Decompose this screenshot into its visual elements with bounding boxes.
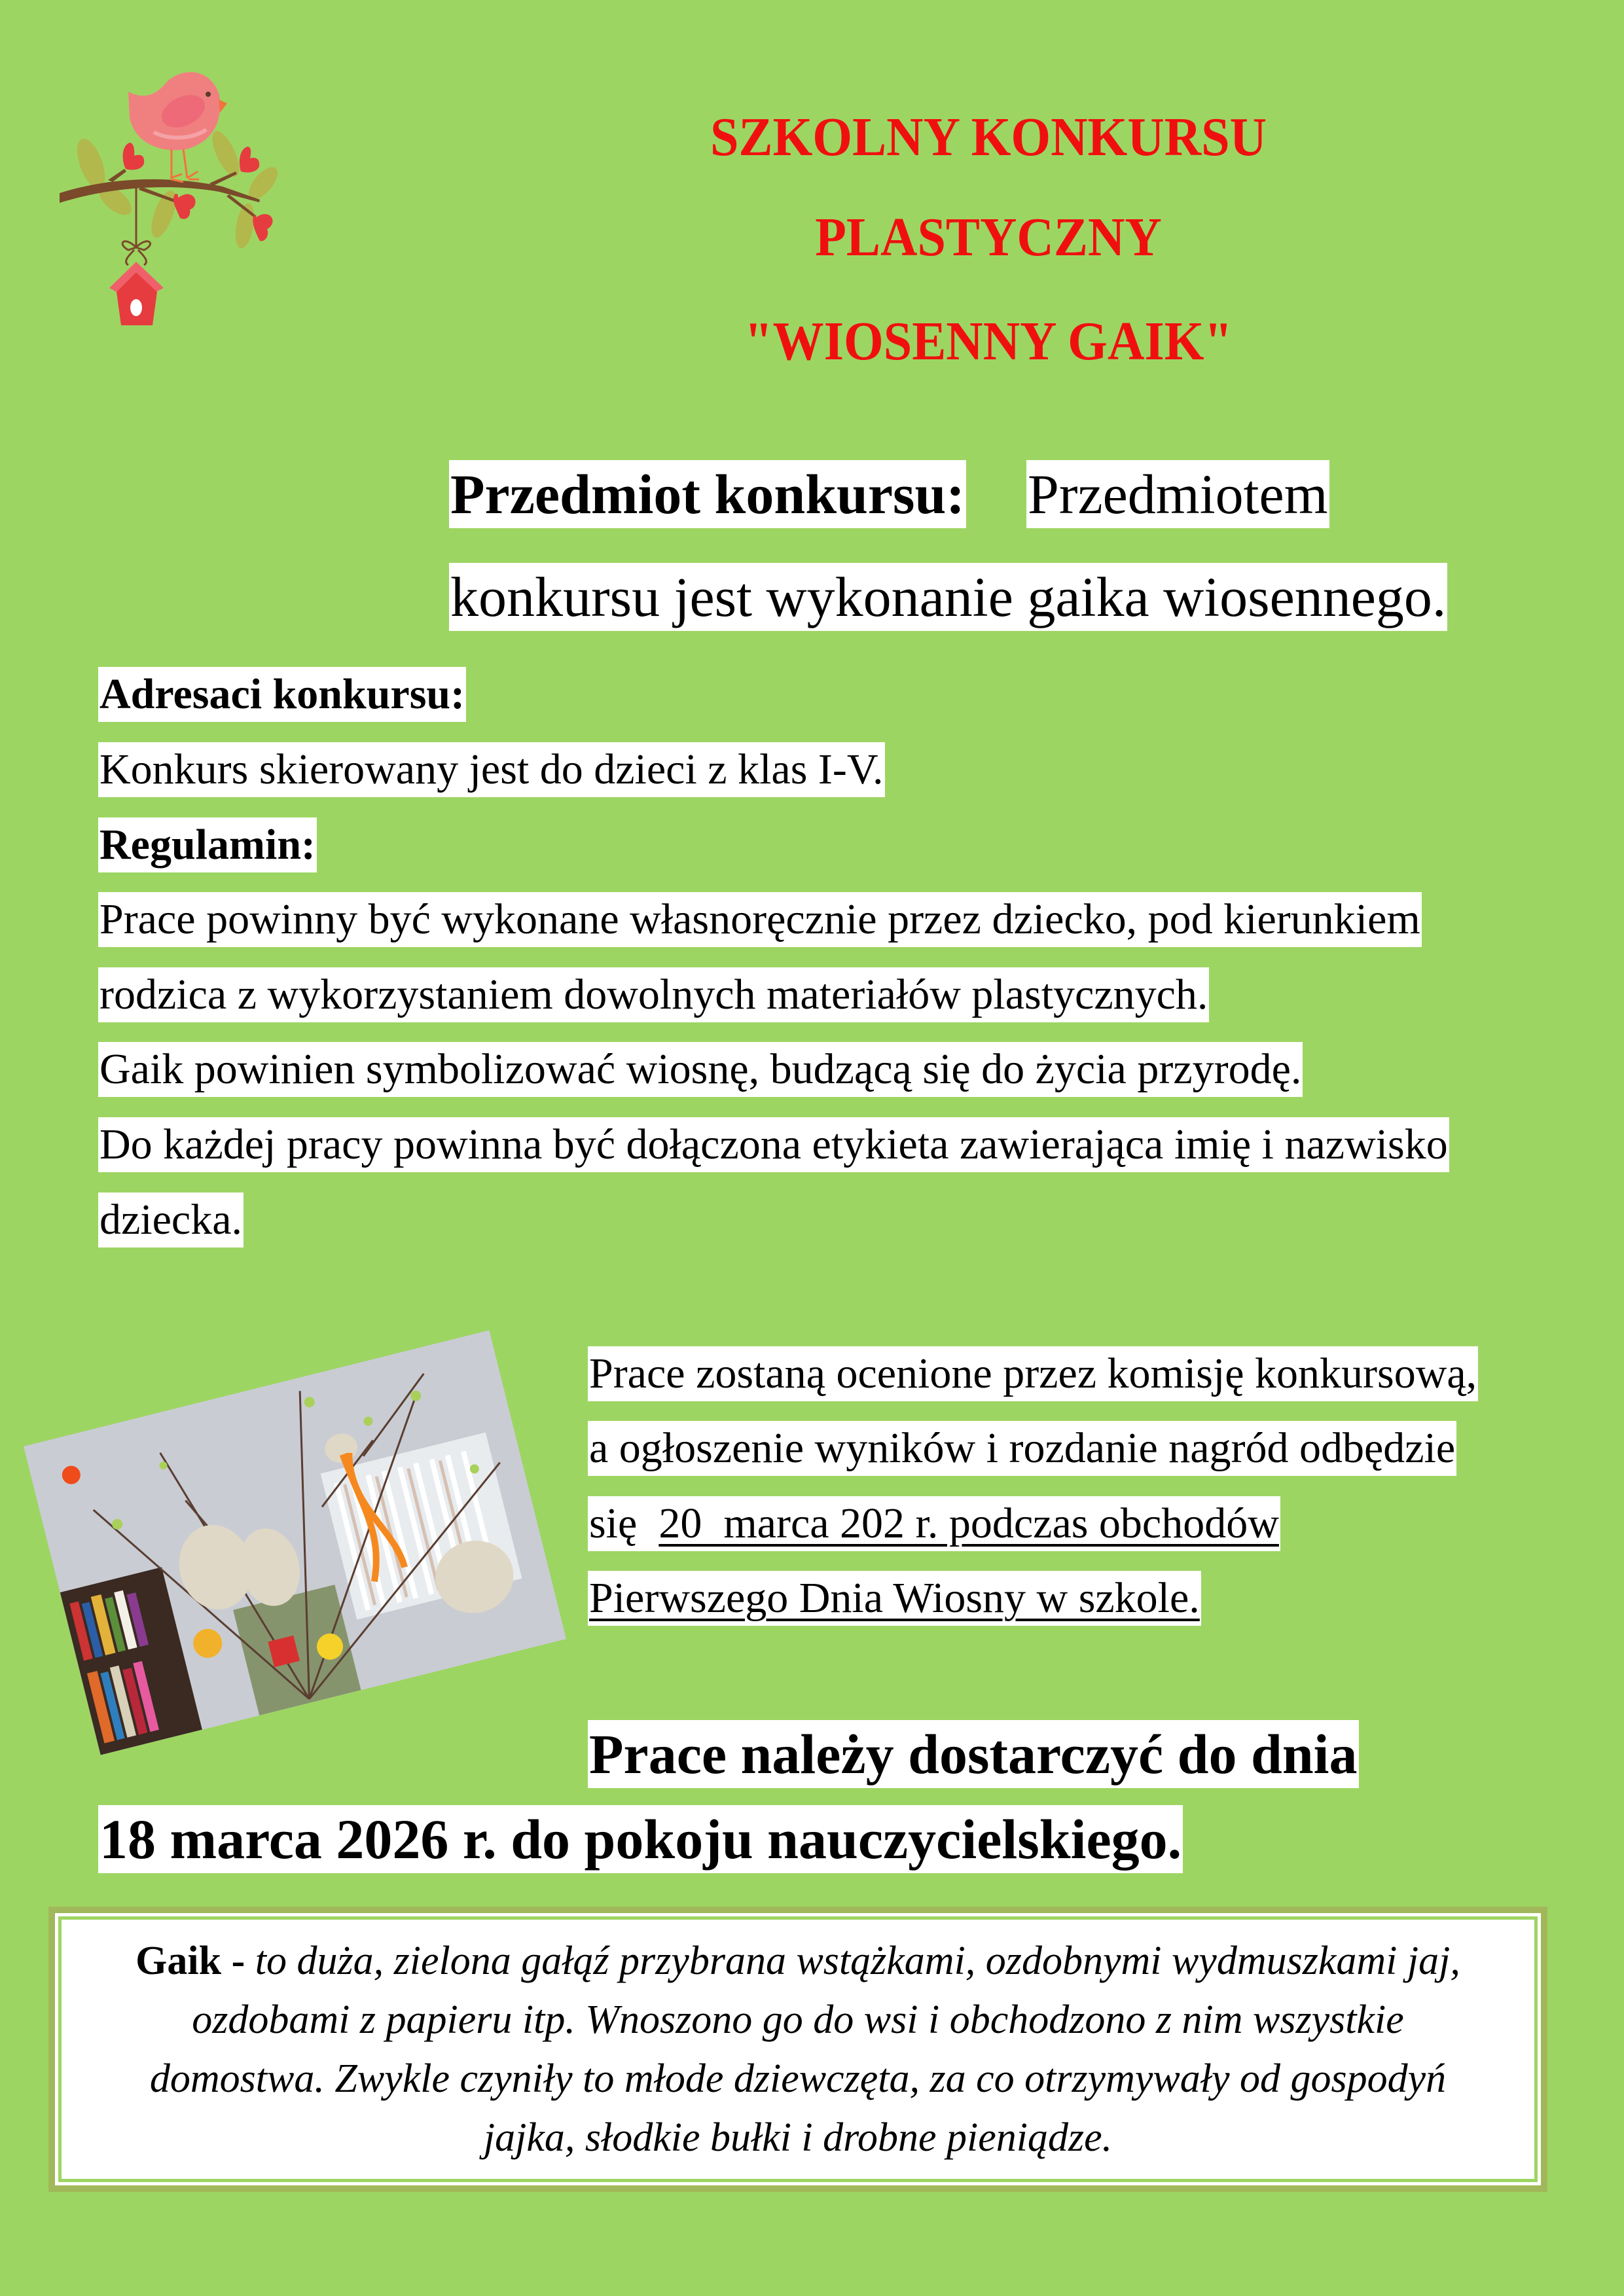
- evaluation-line-3: [588, 1496, 1280, 1551]
- definition-text: to duża, zielona gałąź przybrana wstążkami, ozdobnymi wydmuszkami jaj,: [255, 1939, 1460, 1983]
- title-line-2: PLASTYCZNY: [815, 207, 1162, 268]
- title-line-1: SZKOLNY KONKURSU: [710, 107, 1267, 168]
- definition-dash: -: [221, 1939, 255, 1983]
- rules-line: Do każdej pracy powinna być dołączona etykieta zawierająca imię i nazwisko: [98, 1117, 1449, 1172]
- addressees-text: Konkurs skierowany jest do dzieci z klas I-V.: [98, 742, 885, 797]
- evaluation-line-4: [588, 1571, 1201, 1626]
- evaluation-line-3-prefix: się: [589, 1499, 659, 1547]
- addressees-label: Adresaci konkursu:: [98, 667, 466, 722]
- rules-line: dziecka.: [98, 1193, 244, 1247]
- gaik-definition-box: [48, 1907, 1547, 2192]
- rules-label: Regulamin:: [98, 817, 317, 872]
- definition-line-3: domostwa. Zwykle czyniły to młode dziewczęta, za co otrzymywały od gospodyń: [149, 2056, 1447, 2101]
- definition-line-1: [135, 1931, 1460, 1990]
- deadline-line-2: 18 marca 2026 r. do pokoju nauczycielskiego.: [98, 1805, 1183, 1873]
- definition-line-4: jajka, słodkie bułki i drobne pieniądze.: [483, 2115, 1113, 2160]
- results-date: 20 marca 202 r. podczas obchodów: [659, 1499, 1279, 1547]
- evaluation-line-1: Prace zostaną ocenione przez komisję konkursową,: [588, 1346, 1478, 1401]
- evaluation-line-2: a ogłoszenie wyników i rozdanie nagród odbędzie: [588, 1421, 1456, 1476]
- rules-line: Prace powinny być wykonane własnoręcznie przez dziecko, pod kierunkiem: [98, 892, 1422, 947]
- bird-clipart: [0, 0, 524, 589]
- deadline-line-1: Prace należy dostarczyć do dnia: [588, 1720, 1359, 1788]
- title-line-3: "WIOSENNY GAIK": [744, 311, 1233, 372]
- definition-line-2: ozdobami z papieru itp. Wnoszono go do wsi i obchodzono z nim wszystkie: [192, 1998, 1404, 2042]
- rules-line: Gaik powinien symbolizować wiosnę, budzącą się do życia przyrodę.: [98, 1042, 1303, 1097]
- subject-text-line-2: konkursu jest wykonanie gaika wiosennego.: [449, 563, 1447, 631]
- birdhouse: [109, 262, 164, 325]
- rules-line: rodzica z wykorzystaniem dowolnych materiałów plastycznych.: [98, 967, 1209, 1022]
- subject-text-line-1: Przedmiotem: [1026, 460, 1329, 528]
- gaik-photo: [24, 1331, 566, 1755]
- bird: [128, 72, 227, 182]
- definition-term: Gaik: [135, 1939, 222, 1983]
- subject-label: Przedmiot konkursu:: [449, 460, 966, 528]
- event-name: Pierwszego Dnia Wiosny w szkole.: [589, 1574, 1200, 1622]
